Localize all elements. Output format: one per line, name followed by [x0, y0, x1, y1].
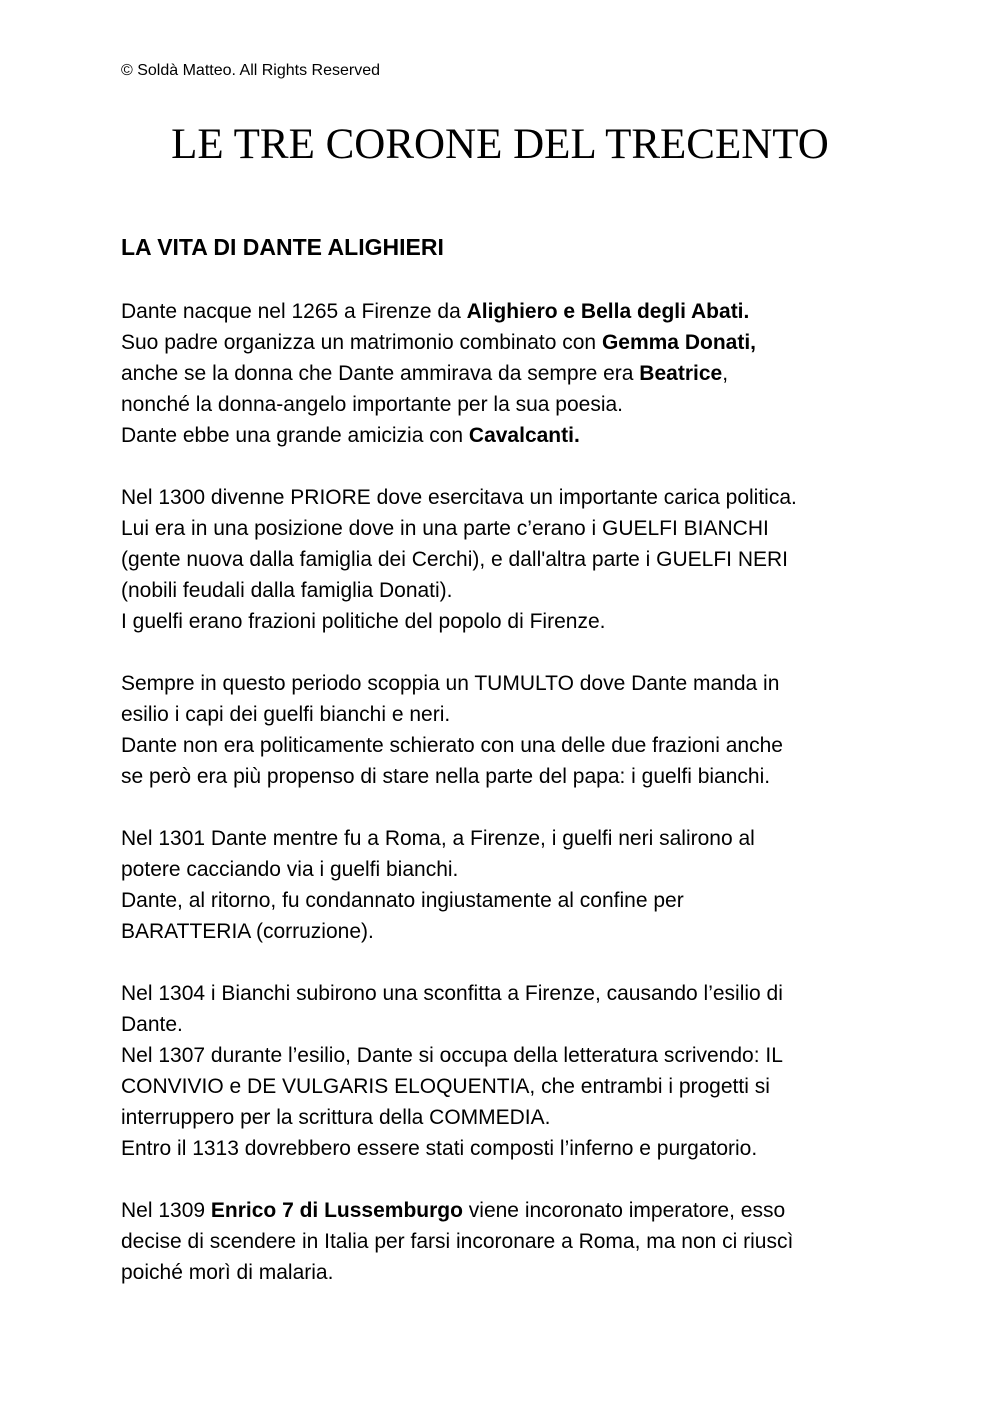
text-line: potere cacciando via i guelfi bianchi.: [121, 858, 459, 881]
paragraph-3: [121, 668, 901, 792]
bold-text: Beatrice: [639, 362, 723, 385]
text-line: [121, 296, 901, 327]
text-line: Nel 1300 divenne PRIORE dove esercitava un importante carica politica.: [121, 486, 797, 509]
text-line: Nel 1307 durante l’esilio, Dante si occupa della letteratura scrivendo: IL: [121, 1044, 783, 1067]
text-span: Nel 1309: [121, 1199, 211, 1222]
document-title: LE TRE CORONE DEL TRECENTO: [171, 121, 829, 168]
text-span: anche se la donna che Dante ammirava da sempre era: [121, 362, 640, 385]
text-line: Dante, al ritorno, fu condannato ingiustamente al confine per: [121, 889, 684, 912]
bold-text: Gemma Donati,: [601, 331, 756, 354]
text-line: [121, 358, 901, 389]
text-line: [121, 327, 901, 358]
text-line: [121, 1195, 901, 1226]
text-line: BARATTERIA (corruzione).: [121, 920, 374, 943]
text-line: (nobili feudali dalla famiglia Donati).: [121, 579, 453, 602]
text-span: Dante ebbe una grande amicizia con: [121, 424, 469, 447]
section-heading: LA VITA DI DANTE ALIGHIERI: [121, 234, 444, 260]
paragraph-1: [121, 296, 901, 451]
text-line: se però era più propenso di stare nella parte del papa: i guelfi bianchi.: [121, 765, 771, 788]
text-line: Dante.: [121, 1013, 183, 1036]
text-span: viene incoronato imperatore, esso: [462, 1199, 786, 1222]
text-line: poiché morì di malaria.: [121, 1261, 334, 1284]
paragraph-5: [121, 978, 901, 1164]
text-line: Entro il 1313 dovrebbero essere stati composti l’inferno e purgatorio.: [121, 1137, 758, 1160]
text-span: Dante nacque nel 1265 a Firenze da: [121, 300, 467, 323]
text-line: nonché la donna-angelo importante per la sua poesia.: [121, 393, 624, 416]
text-line: (gente nuova dalla famiglia dei Cerchi), e dall'altra parte i GUELFI NERI: [121, 548, 788, 571]
text-line: Nel 1304 i Bianchi subirono una sconfitta a Firenze, causando l’esilio di: [121, 982, 783, 1005]
body-text: [121, 296, 901, 1319]
copyright-notice: © Soldà Matteo. All Rights Reserved: [121, 62, 381, 79]
text-line: Nel 1301 Dante mentre fu a Roma, a Firenze, i guelfi neri salirono al: [121, 827, 755, 850]
bold-text: Alighiero e Bella degli Abati.: [466, 300, 750, 323]
text-line: Dante non era politicamente schierato con una delle due frazioni anche: [121, 734, 783, 757]
text-span: ,: [722, 362, 729, 385]
text-line: CONVIVIO e DE VULGARIS ELOQUENTIA, che entrambi i progetti si: [121, 1075, 770, 1098]
text-line: Lui era in una posizione dove in una parte c’erano i GUELFI BIANCHI: [121, 517, 769, 540]
paragraph-2: [121, 482, 901, 637]
paragraph-4: [121, 823, 901, 947]
text-line: Sempre in questo periodo scoppia un TUMULTO dove Dante manda in: [121, 672, 780, 695]
text-line: esilio i capi dei guelfi bianchi e neri.: [121, 703, 451, 726]
text-line: [121, 420, 901, 451]
text-line: decise di scendere in Italia per farsi incoronare a Roma, ma non ci riuscì: [121, 1230, 794, 1253]
paragraph-6: [121, 1195, 901, 1288]
text-span: Suo padre organizza un matrimonio combinato con: [121, 331, 602, 354]
text-line: interruppero per la scrittura della COMMEDIA.: [121, 1106, 551, 1129]
text-line: I guelfi erano frazioni politiche del popolo di Firenze.: [121, 610, 606, 633]
bold-text: Enrico 7 di Lussemburgo: [210, 1199, 463, 1222]
bold-text: Cavalcanti.: [468, 424, 580, 447]
